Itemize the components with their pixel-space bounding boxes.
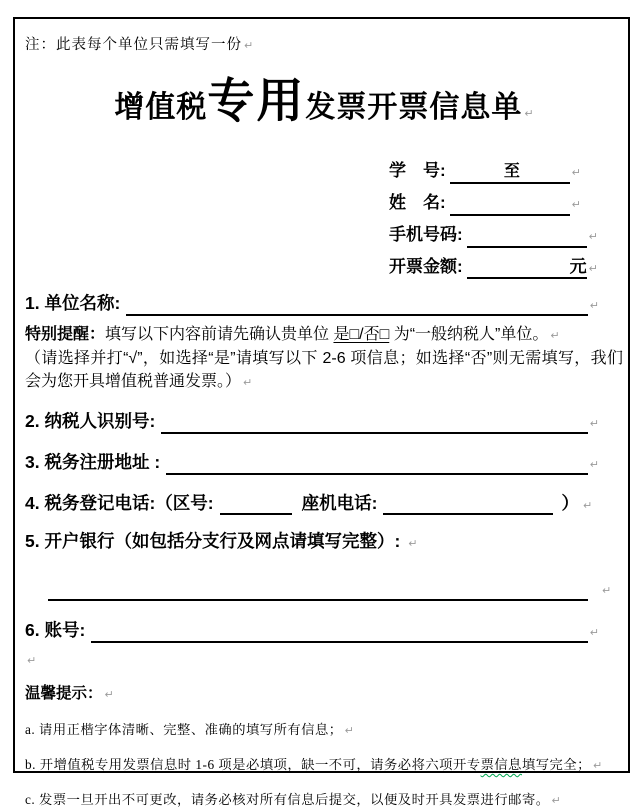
form-sheet [13,17,630,807]
paragraph-mark-icon: ↵ [589,458,599,471]
landline-label: 座机电话: [301,493,378,513]
invoice-amount-blank-line[interactable]: 元 [467,257,587,279]
reminder-text-before-choice: 填写以下内容前请先确认贵单位 [105,326,334,343]
company-name-blank-line[interactable] [126,293,587,316]
page-title [25,74,623,142]
student-id-blank-line[interactable]: 至 [450,162,570,184]
company-name-label: 1. 单位名称: [25,293,121,313]
paragraph-mark-icon: ↵ [588,230,598,243]
tax-address-label: 3. 税务注册地址 : [25,452,161,472]
paragraph-mark-icon: ↵ [244,39,255,52]
top-note-text: 注：此表每个单位只需填写一份 [25,37,242,53]
tax-phone-close-paren: ） [561,493,579,513]
tip-b-spellcheck-text: 票信息 [480,757,522,772]
paragraph-mark-icon: ↵ [589,299,599,312]
tip-b [25,754,623,773]
top-note-line [25,33,623,54]
invoice-amount-label: 开票金额: [389,257,463,276]
landline-blank-line[interactable] [383,493,553,515]
mobile-phone-row [389,220,623,252]
bank-write-in-row [25,581,623,601]
empty-paragraph [25,651,623,669]
tips-title-row [25,681,623,703]
tax-phone-row [25,490,623,515]
paragraph-mark-icon: ↵ [589,417,599,430]
contact-fields-block [389,156,623,284]
reminder-lead: 特别提醒： [25,326,106,343]
account-number-row [25,617,623,643]
tax-address-row [25,449,623,475]
name-blank-line[interactable] [450,194,570,216]
company-name-row [25,290,623,316]
reminder-text-after-choice: 为“一般纳税人”单位。 [389,326,549,343]
taxpayer-id-label: 2. 纳税人识别号: [25,411,156,431]
paragraph-mark-icon: ↵ [551,794,562,807]
paragraph-mark-icon: ↵ [550,329,560,342]
invoice-amount-row [389,252,623,284]
paragraph-mark-icon: ↵ [589,626,599,639]
mobile-phone-blank-line[interactable] [467,226,587,248]
paragraph-mark-icon: ↵ [571,166,581,179]
paragraph-mark-icon: ↵ [104,688,114,701]
tax-phone-label: 4. 税务登记电话:（区号: [25,493,214,513]
name-label: 姓 名: [389,193,446,212]
tax-address-blank-line[interactable] [166,452,588,475]
bank-label: 5. 开户银行（如包括分支行及网点请填写完整）: [25,531,401,551]
title-emphasis: 专用 [207,76,306,128]
paragraph-mark-icon: ↵ [408,537,418,550]
taxpayer-id-blank-line[interactable] [161,411,587,434]
tip-a [25,719,623,738]
taxpayer-id-row [25,408,623,434]
area-code-blank-line[interactable] [220,493,292,515]
bank-row [25,528,623,553]
paragraph-mark-icon: ↵ [344,724,355,737]
paragraph-mark-icon: ↵ [571,198,581,211]
reminder-paren-note [25,347,623,394]
paragraph-mark-icon: ↵ [592,759,603,772]
paragraph-mark-icon: ↵ [27,654,37,667]
title-prefix: 增值税 [114,91,208,124]
account-number-label: 6. 账号: [25,620,86,640]
paragraph-mark-icon: ↵ [588,262,598,275]
bank-blank-line[interactable] [48,581,588,601]
account-number-blank-line[interactable] [91,620,587,643]
title-suffix: 发票开票信息单 [305,91,523,124]
paragraph-mark-icon: ↵ [243,376,253,389]
tips-title: 温馨提示： [25,685,103,702]
tip-c-text: c. 发票一旦开出不可更改，请务必核对所有信息后提交，以便及时开具发票进行邮寄。 [25,792,550,807]
tip-b-text-after: 填写完全； [521,757,591,772]
reminder-paren-text: （请选择并打“√”，如选择“是”请填写以下 2-6 项信息；如选择“否”则无需填写，我们会为您开具增值税普通发票。） [25,350,623,390]
student-id-label: 学 号: [389,161,446,180]
name-row [389,188,623,220]
mobile-phone-label: 手机号码: [389,225,463,244]
reminder-line-1 [25,323,623,347]
tip-b-text-before: b. 开增值税专用发票信息时 1-6 项是必填项，缺一不可，请务必将六项开专 [25,757,481,772]
paragraph-mark-icon: ↵ [602,584,612,597]
taxpayer-yes-no-checkboxes[interactable]: 是□/否□ [333,326,390,343]
special-reminder [25,323,623,394]
paragraph-mark-icon: ↵ [524,107,534,120]
tip-a-text: a. 请用正楷字体清晰、完整、准确的填写所有信息； [25,722,343,737]
tip-c [25,789,623,808]
paragraph-mark-icon: ↵ [582,499,593,512]
student-id-row [389,156,623,188]
